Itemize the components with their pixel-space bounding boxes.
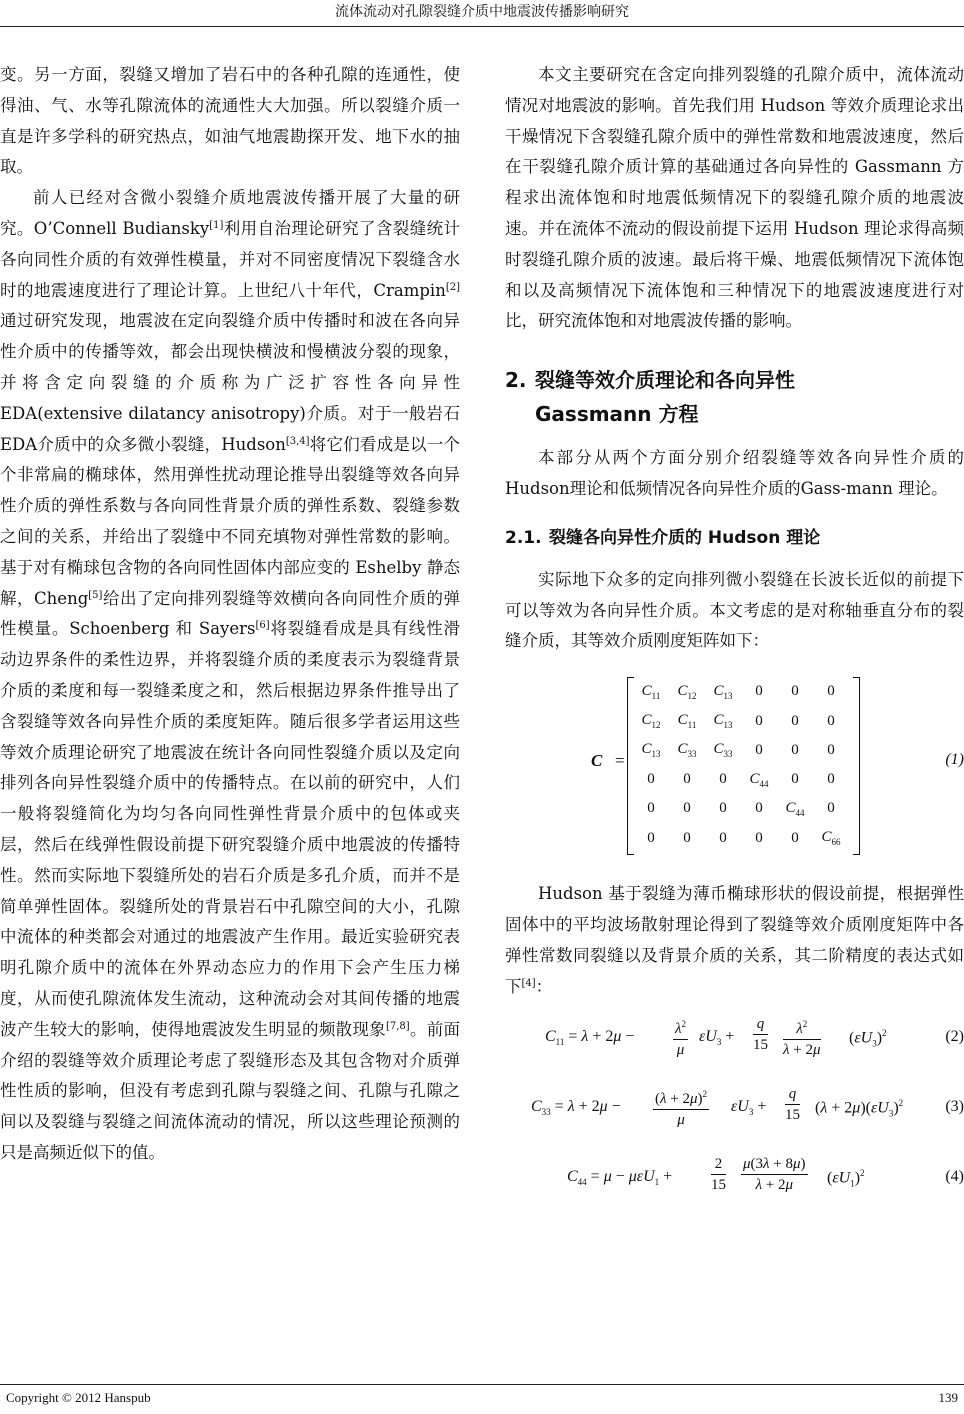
subsection-number: 2.1. <box>505 527 542 548</box>
citation-5: [5] <box>88 589 103 601</box>
equation-1-stiffness-matrix <box>505 671 964 861</box>
equation-number-3: (3) <box>945 1098 964 1116</box>
equation-2: $C_{11} = \lambda + 2\mu$ − $\frac{\lambda^2}{\mu}$ $\varepsilon U_3$ + $\frac{q}{15}$ $\frac{\lambda^2}{\lambda + 2\mu}$ $(\varepsilon U_3)^2$ (2) <box>545 1016 964 1059</box>
left-column <box>0 60 460 1169</box>
left-paragraph-1: 变。另一方面，裂缝又增加了岩石中的各种孔隙的连通性，使得油、气、水等孔隙流体的流通性大大加强。所以裂缝介质一直是许多学科的研究热点，如油气地震勘探开发、地下水的抽取。 <box>0 65 460 177</box>
right-paragraph-2: 本部分从两个方面分别介绍裂缝等效各向异性介质的Hudson理论和低频情况各向异性介质的Gass-mann 理论。 <box>505 448 964 498</box>
equation-number-4: (4) <box>945 1168 964 1186</box>
left-paragraph-2 <box>0 183 460 1169</box>
subsection-title: 裂缝各向异性介质的 Hudson 理论 <box>549 527 821 548</box>
text-run: 。前面介绍的裂缝等效介质理论考虑了裂缝形态及其包含物对介质弹性性质的影响，但没有考虑到孔隙与裂缝之间、孔隙与孔隙之间以及裂缝与裂缝之间流体流动的情况，所以这些理论预测的只是高频近似下的值。 <box>0 1019 461 1162</box>
citation-2: [2] <box>445 281 460 293</box>
right-paragraph-3: 实际地下众多的定向排列微小裂缝在长波长近似的前提下可以等效为各向异性介质。本文考虑的是对称轴垂直分布的裂缝介质，其等效介质刚度矩阵如下： <box>505 569 964 651</box>
equation-3: $C_{33} = \lambda + 2\mu$ − $\frac{(\lambda + 2\mu)^2}{\mu}$ $\varepsilon U_3$ + $\frac{q}{15}$ $(\lambda + 2\mu)(\varepsilon U_3)^2$ (3) <box>531 1086 964 1129</box>
equals-sign: = <box>615 751 625 771</box>
text-run: ： <box>535 976 553 996</box>
text-run: 将裂缝看成是具有线性滑动边界条件的柔性边界，并将裂缝介质的柔度表示为裂缝背景介质的柔度和每一裂缝柔度之和，然后根据边界条件推导出了含裂缝等效各向异性介质的柔度矩阵。随后很多学者运用这些等效介质理论研究了地震波在统计各向同性裂缝介质以及定向排列各向异性裂缝介质中的传播特点。在以前的研究中，人们一般将裂缝简化为均匀各向同性弹性背景介质中的包体或夹层，然后在线弹性假设前提下研究裂缝介质中地震波的传播特性。然而实际地下裂缝所处的岩石介质是多孔介质，而并不是简单弹性固体。裂缝所处的背景岩石中孔隙空间的大小，孔隙中流体的种类都会对通过的地震波产生作用。最近实验研究表明孔隙介质中的流体在外界动态应力的作用下会产生压力梯度，从而使孔隙流体发生流动，这种流动会对其间传播的地震波产生较大的影响，使得地震波发生明显的频散现象 <box>0 619 460 1039</box>
section-number: 2. <box>505 368 527 393</box>
section-title-cont: Gassmann 方程 <box>535 402 699 427</box>
citation-1: [1] <box>209 219 224 231</box>
text-run: 将它们看成是以一个个非常扁的椭球体，然用弹性扰动理论推导出裂缝等效各向异性介质的弹性系数与各向同性背景介质的弹性系数、裂缝参数之间的关系，并给出了裂缝中不同充填物对弹性常数的影响。基于对有椭球包含物的各向同性固体内部应变的 Eshelby 静态解，Cheng <box>0 434 461 608</box>
text-run: Hudson 基于裂缝为薄币椭球形状的假设前提，根据弹性固体中的平均波场散射理论得到了裂缝等效介质刚度矩阵中各弹性常数同裂缝以及背景介质的关系，其二阶精度的表达式如下 <box>505 884 964 996</box>
equation-4: $C_{44} = \mu - \mu\varepsilon U_1$ + $\frac{2}{15}$ $\frac{\mu(3\lambda + 8\mu)}{\lambda + 2\mu}$ $(\varepsilon U_1)^2$ (4) <box>567 1156 964 1194</box>
matrix-right-bracket <box>853 677 860 855</box>
equation-number-2: (2) <box>945 1028 964 1046</box>
right-column <box>505 60 964 1218</box>
footer-rule <box>0 1384 964 1385</box>
matrix-body: $C_{11}$ $C_{12}$ $C_{13}$ 0 0 0 $C_{12}$ $C_{11}$ $C_{13}$ 0 0 0 $C_{13}$ $C_{33}$ $C_{33}$ 0 0 0 0 0 0 $C_{44}$ 0 0 0 0 0 0 $C_{44}$ 0 0 0 0 0 0 $C_{66}$ <box>641 682 841 848</box>
right-paragraph-4 <box>505 879 964 1002</box>
section-2-1-heading <box>505 523 964 553</box>
citation-4: [4] <box>521 977 536 989</box>
citation-6: [6] <box>255 620 270 632</box>
header-rule <box>0 26 964 27</box>
equation-number-1: (1) <box>945 751 964 769</box>
copyright-notice: Copyright © 2012 Hanspub <box>6 1390 151 1405</box>
citation-7-8: [7,8] <box>385 1020 410 1032</box>
right-paragraph-1: 本文主要研究在含定向排列裂缝的孔隙介质中，流体流动情况对地震波的影响。首先我们用 Hudson 等效介质理论求出干燥情况下含裂缝孔隙介质中的弹性常数和地震波速度，然后在干裂缝孔隙介质计算的基础通过各向异性的 Gassmann 方程求出流体饱和时地震低频情况下的裂缝孔隙介质的地震波速。并在流体不流动的假设前提下运用 Hudson 理论求得高频时裂缝孔隙介质的波速。最后将干燥、地震低频情况下流体饱和以及高频情况下流体饱和三种情况下的地震波速度进行对比，研究流体饱和对地震波传播的影响。 <box>505 65 964 331</box>
text-run: 通过研究发现，地震波在定向裂缝介质中传播时和波在各向异性介质中的传播等效，都会出现快横波和慢横波分裂的现象，并将含定向裂缝的介质称为广泛扩容性各向异性EDA(extensive dilatancy anisotropy)介质。对于一般岩石EDA介质中的众多微小裂缝，Hudson <box>0 311 460 454</box>
section-title: 裂缝等效介质理论和各向异性 <box>535 368 795 393</box>
matrix-symbol: C <box>591 751 603 771</box>
citation-3-4: [3,4] <box>285 435 310 447</box>
running-header: 流体流动对孔隙裂缝介质中地震波传播影响研究 <box>335 4 629 20</box>
text-run: 给出了定向排列裂缝等效横向各向同性介质的弹性模量。Schoenberg 和 Sayers <box>0 588 460 639</box>
page-number: 139 <box>938 1390 958 1405</box>
section-2-heading <box>505 363 964 431</box>
text-run: 前人已经对含微小裂缝介质地震波传播开展了大量的研究。O’Connell Budiansky <box>0 188 460 238</box>
text-run: 利用自治理论研究了含裂缝统计各向同性介质的有效弹性模量，并对不同密度情况下裂缝含水时的地震速度进行了理论计算。上世纪八十年代，Crampin <box>0 218 460 300</box>
